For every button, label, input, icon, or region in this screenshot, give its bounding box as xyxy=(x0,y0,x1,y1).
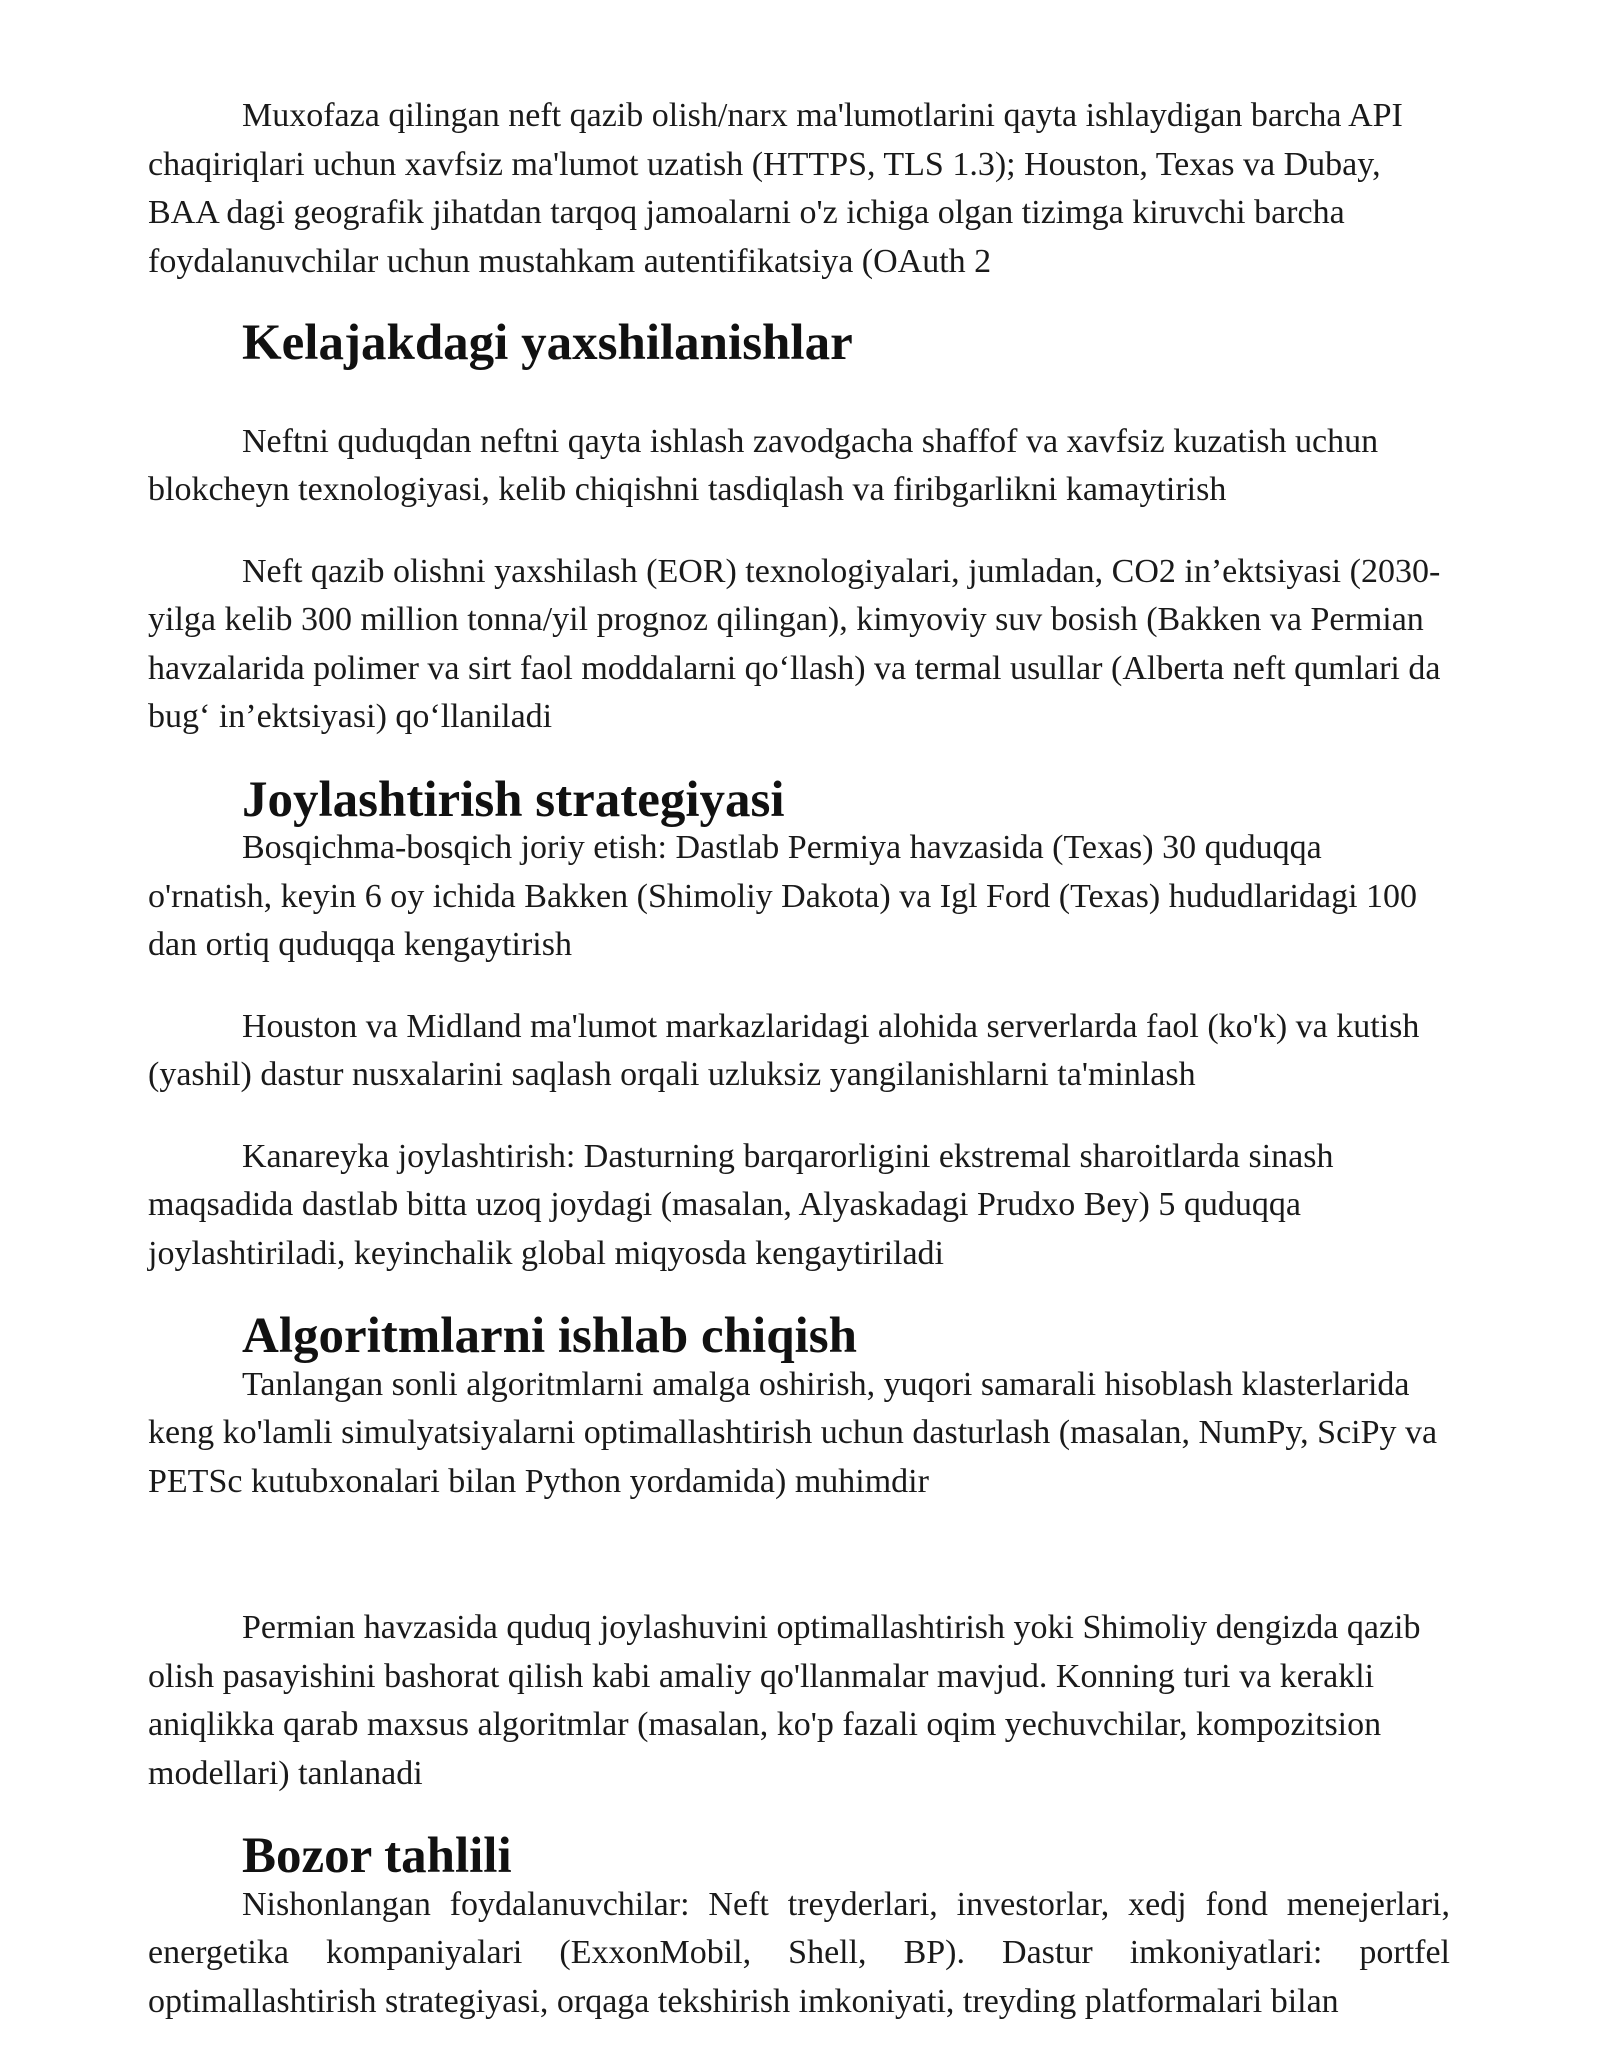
spacer xyxy=(148,970,1450,1003)
spacer xyxy=(148,1798,1450,1832)
paragraph-canary: Kanareyka joylashtirish: Dasturning barqarorligini ekstremal sharoitlarda sinash maqsadida dastlab bitta uzoq joydagi (masalan, Alyaskadagi Prudxo Bey) 5 quduqqa joylashtiriladi, keyinchalik global miqyosda kengaytiriladi xyxy=(148,1137,1334,1272)
spacer xyxy=(148,1278,1450,1312)
paragraph-applications: Permian havzasida quduq joylashuvini optimallashtirish yoki Shimoliy dengizda qazib olish pasayishini bashorat qilish kabi amaliy qo'llanmalar mavjud. Konning turi va kerakli aniqlikka qarab maxsus algoritmlar (masalan, ko'p fazali oqim yechuvchilar, kompozitsion modellari) tanlanadi xyxy=(148,1609,1421,1792)
paragraph-blockchain: Neftni quduqdan neftni qayta ishlash zavodgacha shaffof va xavfsiz kuzatish uchun blokcheyn texnologiyasi, kelib chiqishni tasdiqlash va firibgarlikni kamaytirish xyxy=(148,422,1379,508)
heading-algorithm-development: Algoritmlarni ishlab chiqish xyxy=(242,1308,857,1364)
spacer xyxy=(148,368,1450,418)
paragraph-phased-rollout: Bosqichma-bosqich joriy etish: Dastlab Permiya havzasida (Texas) 30 quduqqa o'rnatish, keyin 6 oy ichida Bakken (Shimoliy Dakota) va Igl Ford (Texas) hududlaridagi 100 dan ortiq quduqqa kengaytirish xyxy=(148,829,1418,963)
spacer xyxy=(148,1506,1450,1604)
spacer xyxy=(148,1100,1450,1133)
paragraph-target-users: Nishonlangan foydalanuvchilar: Neft treyderlari, investorlar, xedj fond menejerlari, energetika kompaniyalari (ExxonMobil, Shell, BP). Dastur imkoniyatlari: portfel optimallashtirish strategiyasi, orqaga tekshirish imkoniyati, treyding platformalari bilan xyxy=(148,1885,1450,2020)
document-page xyxy=(148,92,1450,2026)
paragraph-eor: Neft qazib olishni yaxshilash (EOR) texnologiyalari, jumladan, CO2 in’ektsiyasi (2030-yilga kelib 300 million tonna/yil prognoz qilingan), kimyoviy suv bosish (Bakken va Permian havzalarida polimer va sirt faol moddalarni qo‘llash) va termal usullar (Alberta neft qumlari da bug‘ in’ektsiyasi) qo‘llaniladi xyxy=(148,552,1441,735)
paragraph-blue-green: Houston va Midland ma'lumot markazlaridagi alohida serverlarda faol (ko'k) va kutish (yashil) dastur nusxalarini saqlash orqali uzluksiz yangilanishlarni ta'minlash xyxy=(148,1007,1420,1093)
spacer xyxy=(148,515,1450,548)
heading-deployment-strategy: Joylashtirish strategiyasi xyxy=(242,771,785,828)
spacer xyxy=(148,742,1450,776)
heading-market-analysis: Bozor tahlili xyxy=(242,1828,512,1884)
heading-future-improvements: Kelajakdagi yaxshilanishlar xyxy=(242,315,853,371)
paragraph-security: Muxofaza qilingan neft qazib olish/narx ma'lumotlarini qayta ishlaydigan barcha API chaqiriqlari uchun xavfsiz ma'lumot uzatish (HTTPS, TLS 1.3); Houston, Texas va Dubay, BAA dagi geografik jihatdan tarqoq jamoalarni o'z ichiga olgan tizimga kiruvchi barcha foydalanuvchilar uchun mustahkam autentifikatsiya (OAuth 2 xyxy=(148,97,1403,280)
paragraph-numerical-algorithms: Tanlangan sonli algoritmlarni amalga oshirish, yuqori samarali hisoblash klasterlarida keng ko'lamli simulyatsiyalarni optimallashtirish uchun dasturlash (masalan, NumPy, SciPy va PETSc kutubxonalari bilan Python yordamida) muhimdir xyxy=(148,1365,1438,1500)
